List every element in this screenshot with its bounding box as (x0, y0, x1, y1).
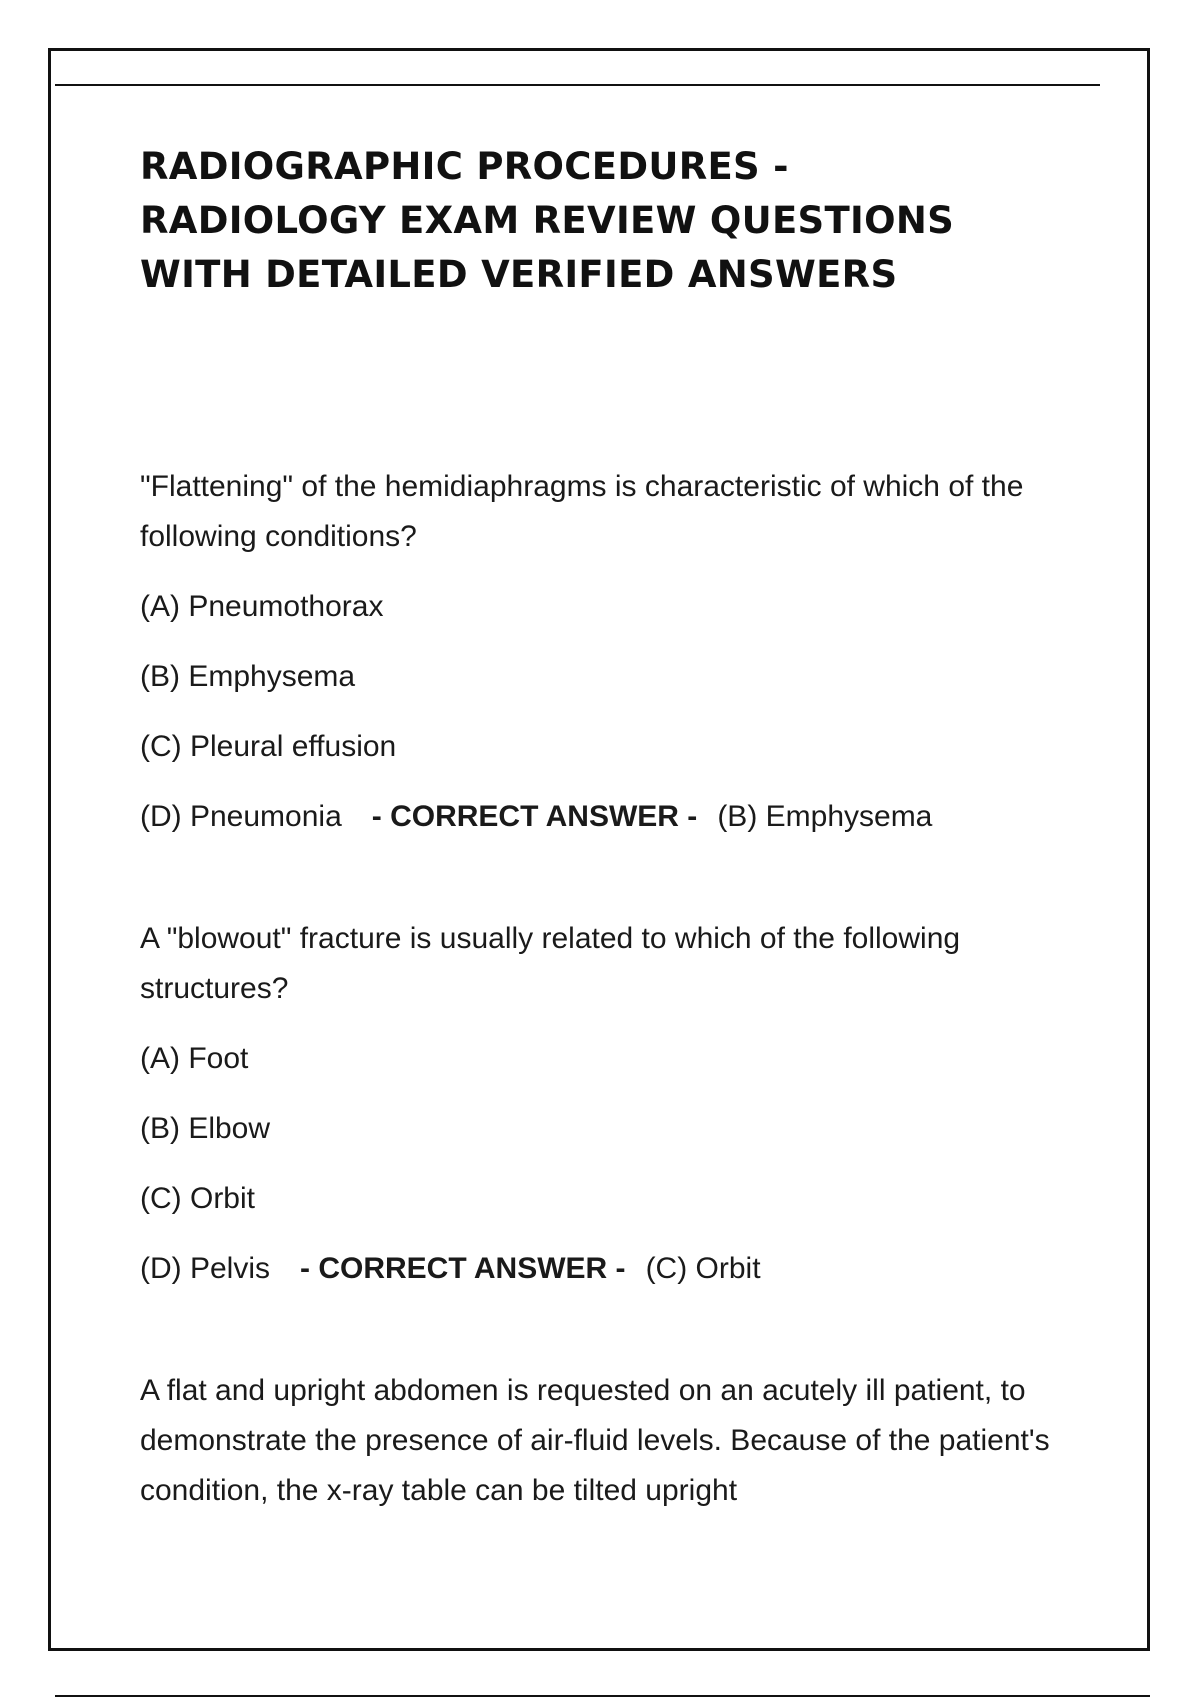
question-text: A flat and upright abdomen is requested on an acutely ill patient, to demonstrate the presence of air-fluid levels. Because of the patient's condition, the x-ray table can be tilted upright (140, 1374, 1050, 1507)
question-item (140, 914, 1080, 1294)
correct-answer-marker: - CORRECT ANSWER - (300, 1252, 626, 1285)
answer-option: (D) Pelvis (140, 1252, 271, 1285)
answer-option: (B) Emphysema (140, 660, 356, 693)
answer-option: (D) Pneumonia (140, 800, 342, 833)
answer-option: (A) Pneumothorax (140, 590, 384, 623)
answer-option-with-correct-answer (140, 1244, 1080, 1294)
document-title: RADIOGRAPHIC PROCEDURES - RADIOLOGY EXAM REVIEW QUESTIONS WITH DETAILED VERIFIED ANSWERS (140, 145, 955, 296)
correct-answer: (B) Emphysema (717, 800, 933, 833)
answer-option-with-correct-answer (140, 792, 1080, 842)
question-list (140, 462, 1080, 1536)
bottom-rule (55, 1695, 1150, 1697)
answer-option: (C) Orbit (140, 1182, 255, 1215)
question-text: "Flattening" of the hemidiaphragms is characteristic of which of the following conditions? (140, 470, 1024, 553)
answer-option: (B) Elbow (140, 1112, 271, 1145)
question-item (140, 1366, 1080, 1516)
answer-option: (C) Pleural effusion (140, 730, 397, 763)
question-item (140, 462, 1080, 842)
top-rule (55, 84, 1100, 86)
answer-option: (A) Foot (140, 1042, 249, 1075)
question-text: A "blowout" fracture is usually related to which of the following structures? (140, 922, 961, 1005)
correct-answer-marker: - CORRECT ANSWER - (371, 800, 698, 833)
correct-answer: (C) Orbit (645, 1252, 761, 1285)
